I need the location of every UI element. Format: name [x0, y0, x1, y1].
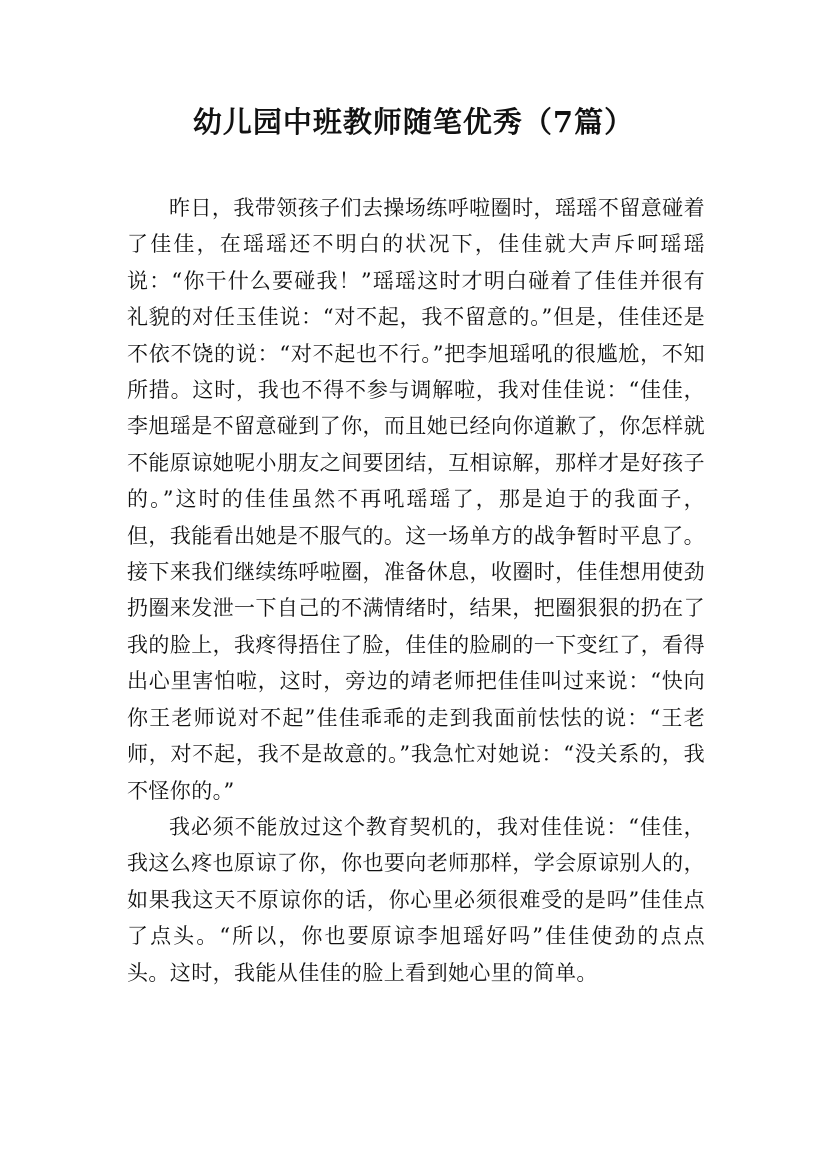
paragraph-2: 我必须不能放过这个教育契机的，我对佳佳说：“佳佳，我这么疼也原谅了你，你也要向老师那样，学会原谅别人的，如果我这天不原谅你的话，你心里必须很难受的是吗”佳佳点了点头。“所以，你也要原谅李旭瑶好吗”佳佳使劲的点点头。这时，我能从佳佳的脸上看到她心里的简单。: [127, 814, 705, 985]
paragraph-1: 昨日，我带领孩子们去操场练呼啦圈时，瑶瑶不留意碰着了佳佳，在瑶瑶还不明白的状况下，佳佳就大声斥呵瑶瑶说：“你干什么要碰我！”瑶瑶这时才明白碰着了佳佳并很有礼貌的对任玉佳说：“对不起，我不留意的。”但是，佳佳还是不依不饶的说：“对不起也不行。”把李旭瑶吼的很尴尬，不知所措。这时，我也不得不参与调解啦，我对佳佳说：“佳佳，李旭瑶是不留意碰到了你，而且她已经向你道歉了，你怎样就不能原谅她呢小朋友之间要团结，互相谅解，那样才是好孩子的。”这时的佳佳虽然不再吼瑶瑶了，那是迫于的我面子，但，我能看出她是不服气的。这一场单方的战争暂时平息了。接下来我们继续练呼啦圈，准备休息，收圈时，佳佳想用使劲扔圈来发泄一下自己的不满情绪时，结果，把圈狠狠的扔在了我的脸上，我疼得捂住了脸，佳佳的脸刷的一下变红了，看得出心里害怕啦，这时，旁边的靖老师把佳佳叫过来说：“快向你王老师说对不起”佳佳乖乖的走到我面前怯怯的说：“王老师，对不起，我不是故意的。”我急忙对她说：“没关系的，我不怪你的。”: [127, 196, 705, 803]
document-body: [127, 190, 705, 991]
document-title: 幼儿园中班教师随笔优秀（7篇）: [192, 105, 635, 139]
